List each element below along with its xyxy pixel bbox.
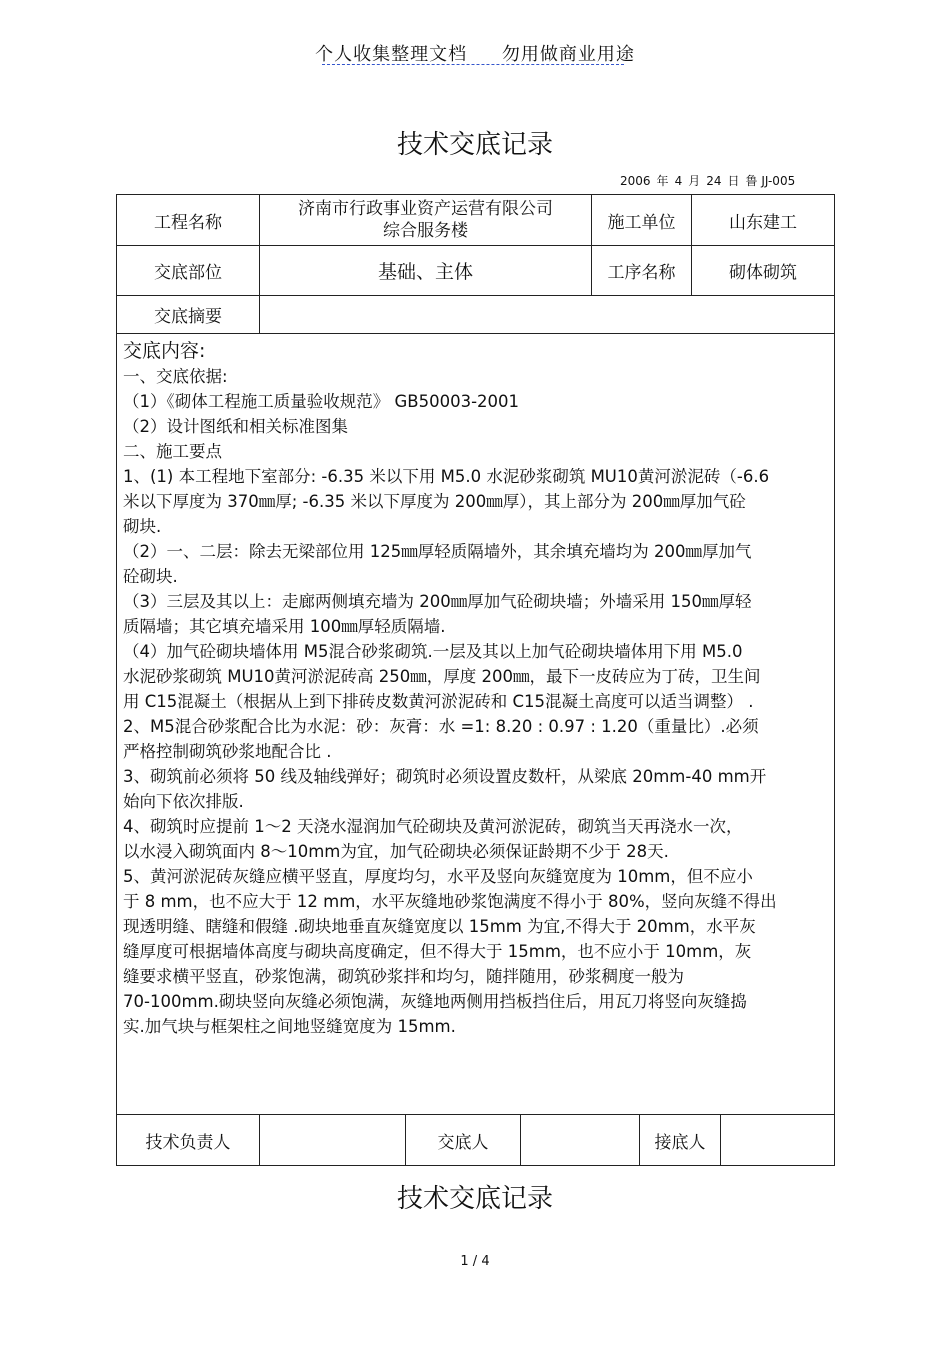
page-header-note	[0, 40, 950, 66]
next-page-title: 技术交底记录	[396, 1184, 553, 1214]
date-year: 2006	[620, 174, 651, 188]
page-number: 1 / 4	[460, 1254, 490, 1269]
date-year-unit: 年	[656, 174, 669, 188]
summary-label: 交底摘要	[117, 296, 260, 334]
content-line: （1）《砌体工程施工质量验收规范》 GB50003-2001	[123, 392, 520, 411]
content-line: 砼砌块.	[123, 567, 178, 586]
tech-lead-value	[260, 1115, 406, 1166]
content-line: 2、M5混合砂浆配合比为水泥：砂：灰膏：水 =1: 8.20 : 0.97 : 1.20（重量比）.必须	[123, 717, 759, 736]
signature-table	[116, 1114, 835, 1166]
content-line: （2）一、二层：除去无梁部位用 125㎜厚轻质隔墙外，其余填充墙均为 200㎜厚加气	[123, 542, 752, 561]
content-line: 水泥砂浆砌筑 MU10黄河淤泥砖高 250㎜，厚度 200㎜，最下一皮砖应为丁砖，卫生间	[123, 667, 761, 686]
content-line: 1、(1) 本工程地下室部分: -6.35 米以下用 M5.0 水泥砂浆砌筑 MU10黄河淤泥砖（-6.6	[123, 467, 770, 486]
content-line: 现透明缝、瞎缝和假缝 .砌块地垂直灰缝宽度以 15mm 为宜,不得大于 20mm，水平灰	[123, 917, 756, 936]
process-value: 砌体砌筑	[692, 246, 835, 296]
document-title: 技术交底记录	[396, 130, 553, 160]
part-label: 交底部位	[117, 246, 260, 296]
content-line: 缝要求横平竖直，砂浆饱满，砌筑砂浆拌和均匀，随拌随用，砂浆稠度一般为	[123, 967, 684, 986]
content-line: 以水浸入砌筑面内 8～10mm为宜，加气砼砌块必须保证龄期不少于 28天.	[123, 842, 669, 861]
content-line: 严格控制砌筑砂浆地配合比 .	[123, 742, 332, 761]
handover-label: 交底人	[406, 1115, 521, 1166]
content-line: 质隔墙；其它填充墙采用 100㎜厚轻质隔墙.	[123, 617, 446, 636]
content-line: 砌块.	[123, 517, 162, 536]
form-row-part	[117, 246, 835, 296]
content-line: 70-100mm.砌块竖向灰缝必须饱满，灰缝地两侧用挡板挡住后，用瓦刀将竖向灰缝捣	[123, 992, 747, 1011]
content-line: 3、砌筑前必须将 50 线及轴线弹好；砌筑时必须设置皮数杆，从梁底 20mm-40 mm开	[123, 767, 767, 786]
contractor-label: 施工单位	[592, 195, 692, 246]
header-underline	[322, 64, 624, 65]
process-label: 工序名称	[592, 246, 692, 296]
summary-value	[260, 296, 835, 334]
content-line: 米以下厚度为 370㎜厚; -6.35 米以下厚度为 200㎜厚），其上部分为 200㎜厚加气砼	[123, 492, 746, 511]
content-cell	[117, 334, 835, 1115]
record-form-table	[116, 194, 835, 1115]
project-name-line1: 济南市行政事业资产运营有限公司	[298, 199, 553, 219]
form-row-project	[117, 195, 835, 246]
content-line: （3）三层及其以上：走廊两侧填充墙为 200㎜厚加气砼砌块墙；外墙采用 150㎜厚轻	[123, 592, 752, 611]
project-name-line2: 综合服务楼	[383, 221, 468, 241]
date-month-unit: 月	[688, 174, 701, 188]
date-day: 24	[706, 174, 722, 188]
part-value: 基础、主体	[260, 246, 592, 296]
project-name-value	[260, 195, 592, 246]
form-row-summary	[117, 296, 835, 334]
content-line: 一、交底依据:	[123, 367, 228, 386]
handover-value	[521, 1115, 640, 1166]
content-line: 4、砌筑时应提前 1～2 天浇水湿润加气砼砌块及黄河淤泥砖，砌筑当天再浇水一次，	[123, 817, 743, 836]
content-line: 于 8 mm，也不应大于 12 mm，水平灰缝地砂浆饱满度不得小于 80%，竖向灰缝不得出	[123, 892, 777, 911]
date-month: 4	[674, 174, 683, 188]
header-note-right: 勿用做商业用途	[501, 44, 635, 65]
content-line: （4）加气砼砌块墙体用 M5混合砂浆砌筑.一层及其以上加气砼砌块墙体用下用 M5.0	[123, 642, 743, 661]
signature-row	[117, 1115, 835, 1166]
content-body	[123, 364, 828, 1039]
content-line: 5、黄河淤泥砖灰缝应横平竖直，厚度均匀，水平及竖向灰缝宽度为 10mm，但不应小	[123, 867, 753, 886]
form-row-content	[117, 334, 835, 1115]
content-line: 实.加气块与框架柱之间地竖缝宽度为 15mm.	[123, 1017, 456, 1036]
content-line: 缝厚度可根据墙体高度与砌块高度确定，但不得大于 15mm，也不应小于 10mm，灰	[123, 942, 752, 961]
header-note-left: 个人收集整理文档	[315, 44, 468, 65]
content-line: 始向下依次排版.	[123, 792, 244, 811]
tech-lead-label: 技术负责人	[117, 1115, 260, 1166]
date-line	[620, 172, 810, 189]
content-line: 用 C15混凝土（根据从上到下排砖皮数黄河淤泥砖和 C15混凝土高度可以适当调整） .	[123, 692, 754, 711]
content-heading: 交底内容:	[123, 340, 206, 362]
receiver-value	[721, 1115, 835, 1166]
project-name-label: 工程名称	[117, 195, 260, 246]
date-day-unit: 日	[727, 174, 740, 188]
record-code: 鲁 JJ-005	[745, 174, 796, 188]
contractor-value: 山东建工	[692, 195, 835, 246]
content-line: （2）设计图纸和相关标准图集	[123, 417, 348, 436]
content-line: 二、施工要点	[123, 442, 222, 461]
receiver-label: 接底人	[640, 1115, 721, 1166]
